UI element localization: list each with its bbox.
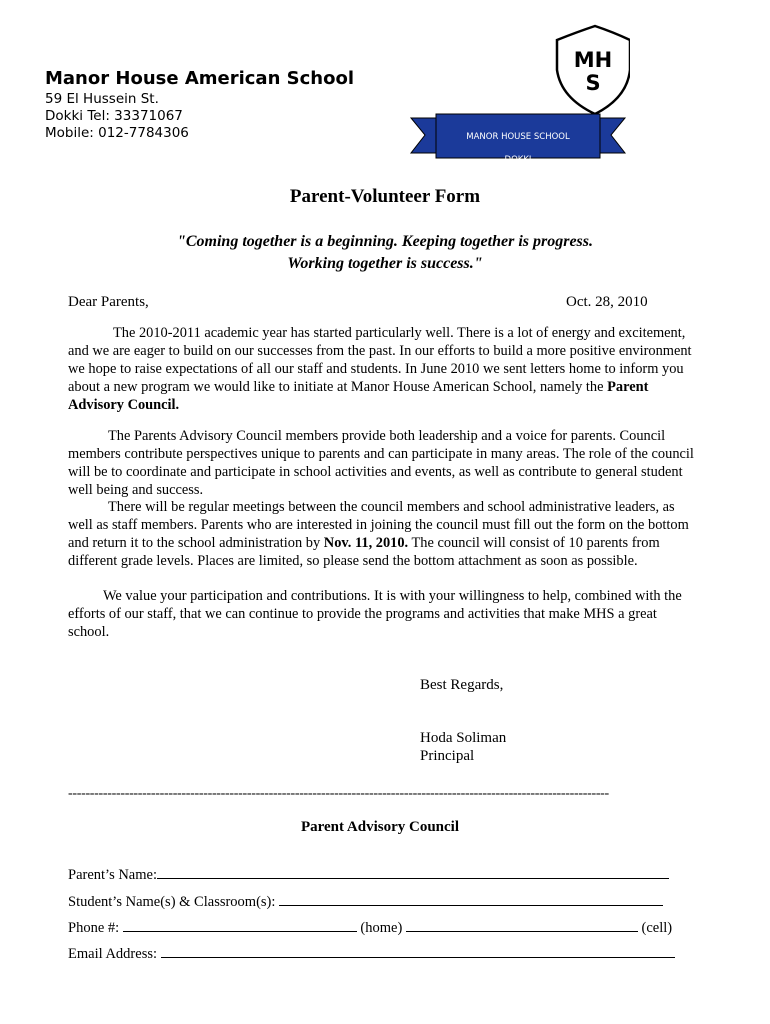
banner-left-tail <box>411 118 439 153</box>
council-form-heading: Parent Advisory Council <box>300 819 460 835</box>
cut-line: ---------------------------------------------------------------------------------------------------------------------------- <box>68 786 609 801</box>
paragraph-1-bold: Parent Advisory Council. <box>68 379 649 413</box>
email-field[interactable] <box>161 943 675 958</box>
school-name: Manor House American School <box>45 68 355 89</box>
logo-monogram-bottom: S <box>585 71 601 95</box>
logo-banner-line1: MANOR HOUSE SCHOOL <box>466 132 570 142</box>
closing: Best Regards, <box>420 677 504 693</box>
paragraph-3 <box>68 498 698 570</box>
school-telephone: Dokki Tel: 33371067 <box>45 108 183 124</box>
school-mobile: Mobile: 012-7784306 <box>45 125 189 141</box>
logo-monogram-top: MH <box>573 48 613 72</box>
student-name-label: Student’s Name(s) & Classroom(s): <box>68 894 276 910</box>
email-row <box>68 943 675 963</box>
home-label: (home) <box>360 920 403 936</box>
parent-name-field[interactable] <box>157 864 669 879</box>
quote-line-2: Working together is success." <box>287 255 483 272</box>
paragraph-4-text: We value your participation and contributions. It is with your willingness to help, combined with the efforts of our staff, that we can continue to provide the programs and activities that make MHS a great school. <box>68 588 682 640</box>
paragraph-1-text: The 2010-2011 academic year has started particularly well. There is a lot of energy and excitement, and we are eager to build on our successes from the past. In our efforts to build a more positive environment we hope to raise expectations of all our staff and students. In June 2010 we sent letters home to inform you about a new program we would like to initiate at Manor House American School, namely the <box>68 325 692 395</box>
form-title: Parent-Volunteer Form <box>289 186 481 207</box>
paragraph-3-text: There will be regular meetings between the council members and school administrative leaders, as well as staff members. Parents who are interested in joining the council must fill out the form on the bottom and return it to the school administration by <box>68 499 689 551</box>
logo-banner-line2: DOKKI <box>504 155 532 165</box>
paragraph-2 <box>68 427 698 499</box>
motto-quote <box>0 231 770 275</box>
paragraph-2-text: The Parents Advisory Council members provide both leadership and a voice for parents. Council members contribute perspectives unique to parents and can participate in many areas. The role of the council will be to coordinate and participate in school activities and events, as well as contribute to general student well being and success. <box>68 428 694 498</box>
paragraph-1 <box>68 324 698 414</box>
student-name-field[interactable] <box>279 891 663 906</box>
signer-title: Principal <box>420 748 475 764</box>
phone-label: Phone #: <box>68 920 120 936</box>
parent-name-label: Parent’s Name: <box>68 867 157 883</box>
cell-label: (cell) <box>641 920 673 936</box>
signer-name: Hoda Soliman <box>420 730 507 746</box>
phone-row <box>68 917 672 937</box>
paragraph-4 <box>68 587 698 641</box>
quote-line-1: "Coming together is a beginning. Keeping together is progress. <box>176 233 594 250</box>
parent-name-row <box>68 864 669 884</box>
letter-date: Oct. 28, 2010 <box>566 294 648 310</box>
salutation: Dear Parents, <box>68 294 149 310</box>
school-address: 59 El Hussein St. <box>45 91 159 107</box>
home-phone-field[interactable] <box>123 917 357 932</box>
student-name-row <box>68 891 663 911</box>
paragraph-3-end: The council will consist of 10 parents from different grade levels. Places are limited, so please send the bottom attachment as soon as possible. <box>68 535 660 569</box>
cell-phone-field[interactable] <box>406 917 638 932</box>
email-label: Email Address: <box>68 946 158 962</box>
school-logo <box>405 22 630 168</box>
paragraph-3-bold-date: Nov. 11, 2010. <box>323 535 409 551</box>
